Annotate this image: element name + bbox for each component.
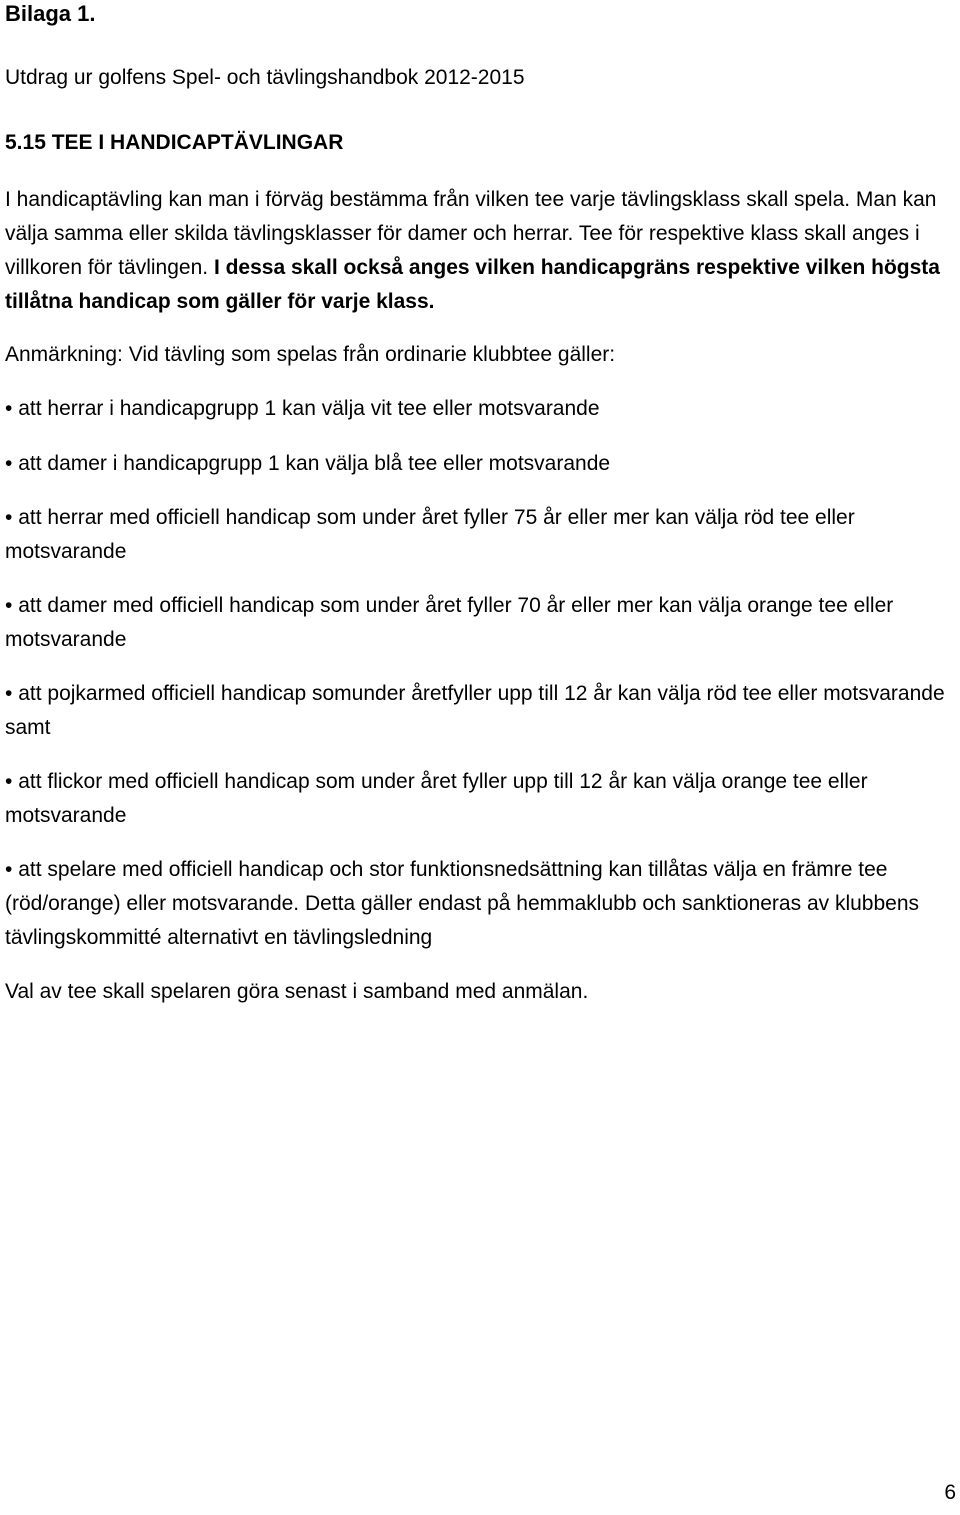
bullet-icon: • <box>5 858 13 881</box>
list-item-text: att herrar i handicapgrupp 1 kan välja vit tee eller motsvarande <box>18 397 600 420</box>
bullet-icon: • <box>5 770 13 793</box>
closing-paragraph: Val av tee skall spelaren göra senast i samband med anmälan. <box>5 980 589 1003</box>
list-item <box>5 447 950 481</box>
list-item-text: att spelare med officiell handicap och stor funktionsnedsättning kan tillåtas välja en främre tee (röd/orange) eller motsvarande. Detta gäller endast på hemmaklubb och sanktioneras av klubbens tävlingskommitté alternativt en tävlingsledning <box>5 858 920 949</box>
appendix-title: Bilaga 1. <box>5 1 96 26</box>
list-item <box>5 853 950 955</box>
section-title: 5.15 TEE I HANDICAPTÄVLINGAR <box>5 131 344 154</box>
bullet-icon: • <box>5 594 13 617</box>
list-item <box>5 765 950 833</box>
bullet-icon: • <box>5 682 13 705</box>
list-item <box>5 501 950 569</box>
list-item-text: att flickor med officiell handicap som under året fyller upp till 12 år kan välja orange tee eller motsvarande <box>5 770 868 827</box>
note-paragraph: Anmärkning: Vid tävling som spelas från ordinarie klubbtee gäller: <box>5 343 616 366</box>
intro-text: I handicaptävling kan man i förväg bestämma från vilken tee varje tävlingsklass skall spela. Man kan välja samma eller skilda tävlingsklasser för damer och herrar. Tee för respektive klass skall anges i villkoren för tävlingen. <box>5 188 937 279</box>
bullet-icon: • <box>5 452 13 475</box>
intro-bold-text: I dessa skall också anges vilken handicapgräns respektive vilken högsta tillåtna handicap som gäller för varje klass. <box>5 256 940 313</box>
bullet-icon: • <box>5 397 13 420</box>
list-item-text: att herrar med officiell handicap som under året fyller 75 år eller mer kan välja röd tee eller motsvarande <box>5 506 855 563</box>
list-item-text: att damer i handicapgrupp 1 kan välja blå tee eller motsvarande <box>18 452 611 475</box>
document-subtitle: Utdrag ur golfens Spel- och tävlingshandbok 2012-2015 <box>5 66 525 89</box>
bullet-icon: • <box>5 506 13 529</box>
list-item <box>5 392 950 426</box>
list-item <box>5 677 950 745</box>
list-item-text: att pojkarmed officiell handicap somunder åretfyller upp till 12 år kan välja röd tee eller motsvarande samt <box>5 682 945 739</box>
list-item-text: att damer med officiell handicap som under året fyller 70 år eller mer kan välja orange tee eller motsvarande <box>5 594 894 651</box>
list-item <box>5 589 950 657</box>
intro-paragraph <box>5 183 953 319</box>
page-number: 6 <box>944 1481 956 1504</box>
